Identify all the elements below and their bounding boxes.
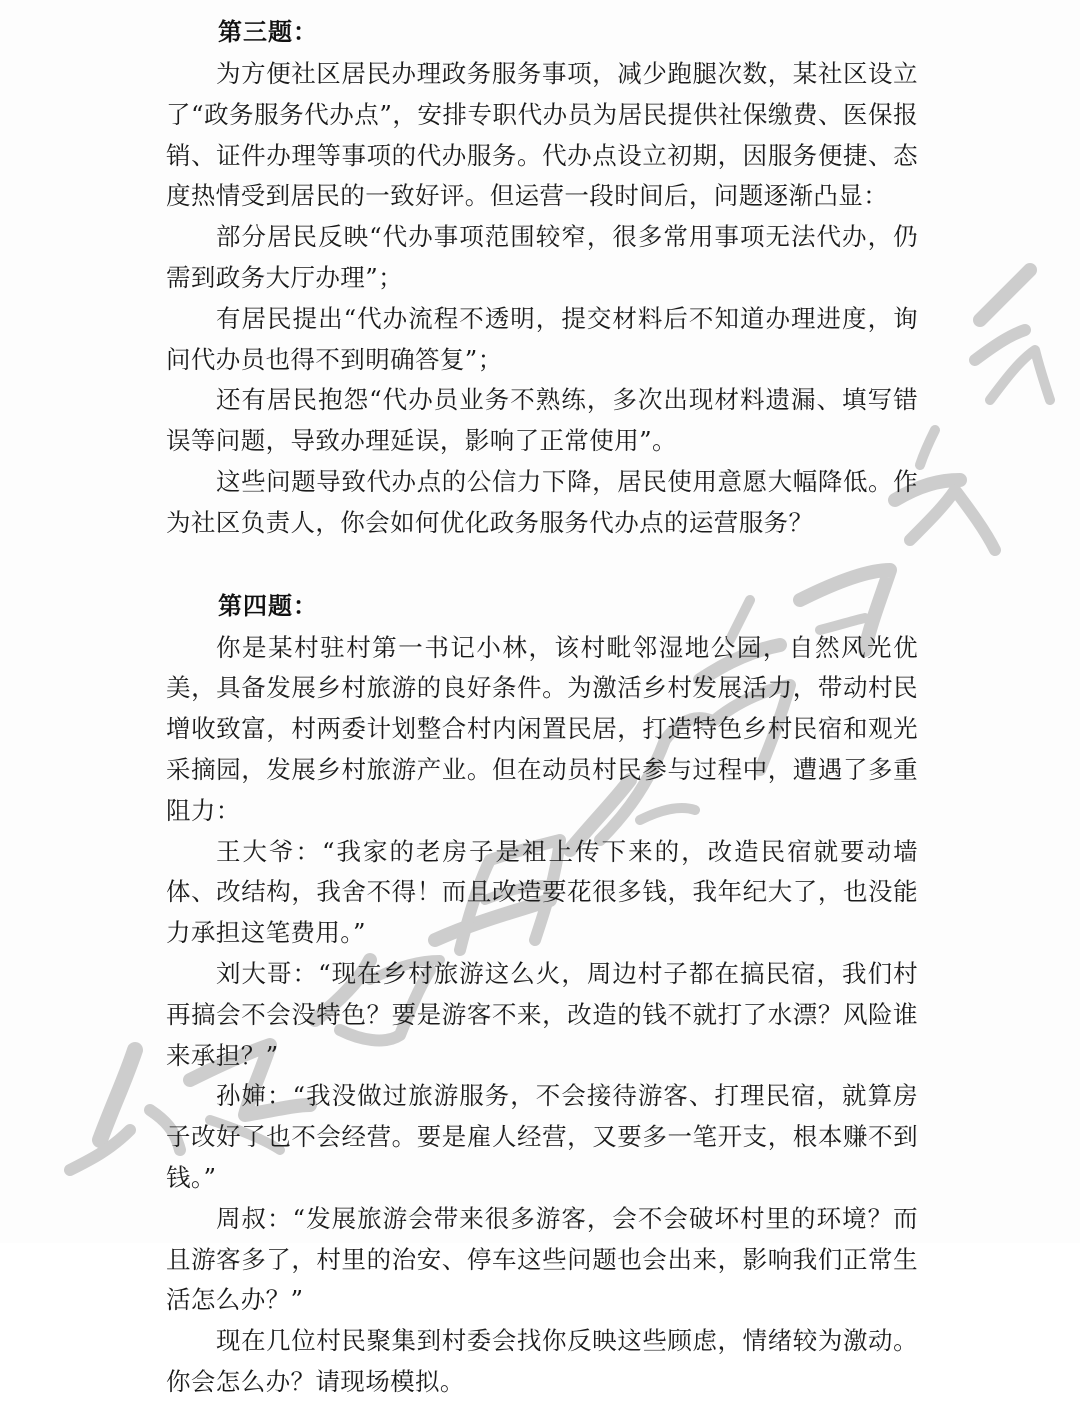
question-four-paragraph: 王大爷：“我家的老房子是祖上传下来的，改造民宿就要动墙体、改结构，我舍不得！而且改造要花很多钱，我年纪大了，也没能力承担这笔费用。” xyxy=(166,836,918,948)
question-four-paragraph: 刘大哥：“现在乡村旅游这么火，周边村子都在搞民宿，我们村再搞会不会没特色？要是游客不来，改造的钱不就打了水漂？风险谁来承担？” xyxy=(166,958,918,1070)
question-four-paragraph: 孙婶：“我没做过旅游服务，不会接待游客、打理民宿，就算房子改好了也不会经营。要是雇人经营，又要多一笔开支，根本赚不到钱。” xyxy=(166,1081,918,1192)
question-three-heading: 第三题： xyxy=(218,18,318,46)
question-three-paragraph: 为方便社区居民办理政务服务事项，减少跑腿次数，某社区设立了“政务服务代办点”，安排专职代办员为居民提供社保缴费、医保报销、证件办理等事项的代办服务。代办点设立初期，因服务便捷、态度热情受到居民的一致好评。但运营一段时间后，问题逐渐凸显： xyxy=(166,59,918,211)
question-three-paragraph: 还有居民抱怨“代办员业务不熟练，多次出现材料遗漏、填写错误等问题，导致办理延误，影响了正常使用”。 xyxy=(166,385,918,456)
document-body xyxy=(166,12,918,1403)
question-three-paragraph: 有居民提出“代办流程不透明，提交材料后不知道办理进度，询问代办员也得不到明确答复”； xyxy=(166,303,918,374)
question-four-paragraph: 现在几位村民聚集到村委会找你反映这些顾虑，情绪较为激动。你会怎么办？请现场模拟。 xyxy=(166,1326,918,1396)
question-four xyxy=(166,586,918,1403)
question-four-paragraph: 周叔：“发展旅游会带来很多游客，会不会破坏村里的环境？而且游客多了，村里的治安、停车这些问题也会出来，影响我们正常生活怎么办？” xyxy=(166,1203,918,1315)
question-three-paragraph: 部分居民反映“代办事项范围较窄，很多常用事项无法代办，仍需到政务大厅办理”； xyxy=(166,222,918,292)
question-four-heading: 第四题： xyxy=(218,591,318,620)
question-four-paragraph: 你是某村驻村第一书记小林，该村毗邻湿地公园，自然风光优美，具备发展乡村旅游的良好条件。为激活乡村发展活力，带动村民增收致富，村两委计划整合村内闲置民居，打造特色乡村民宿和观光采摘园，发展乡村旅游产业。但在动员村民参与过程中，遭遇了多重阻力： xyxy=(166,632,918,825)
question-three xyxy=(166,12,918,544)
question-three-paragraph: 这些问题导致代办点的公信力下降，居民使用意愿大幅降低。作为社区负责人，你会如何优化政务服务代办点的运营服务？ xyxy=(166,466,918,537)
